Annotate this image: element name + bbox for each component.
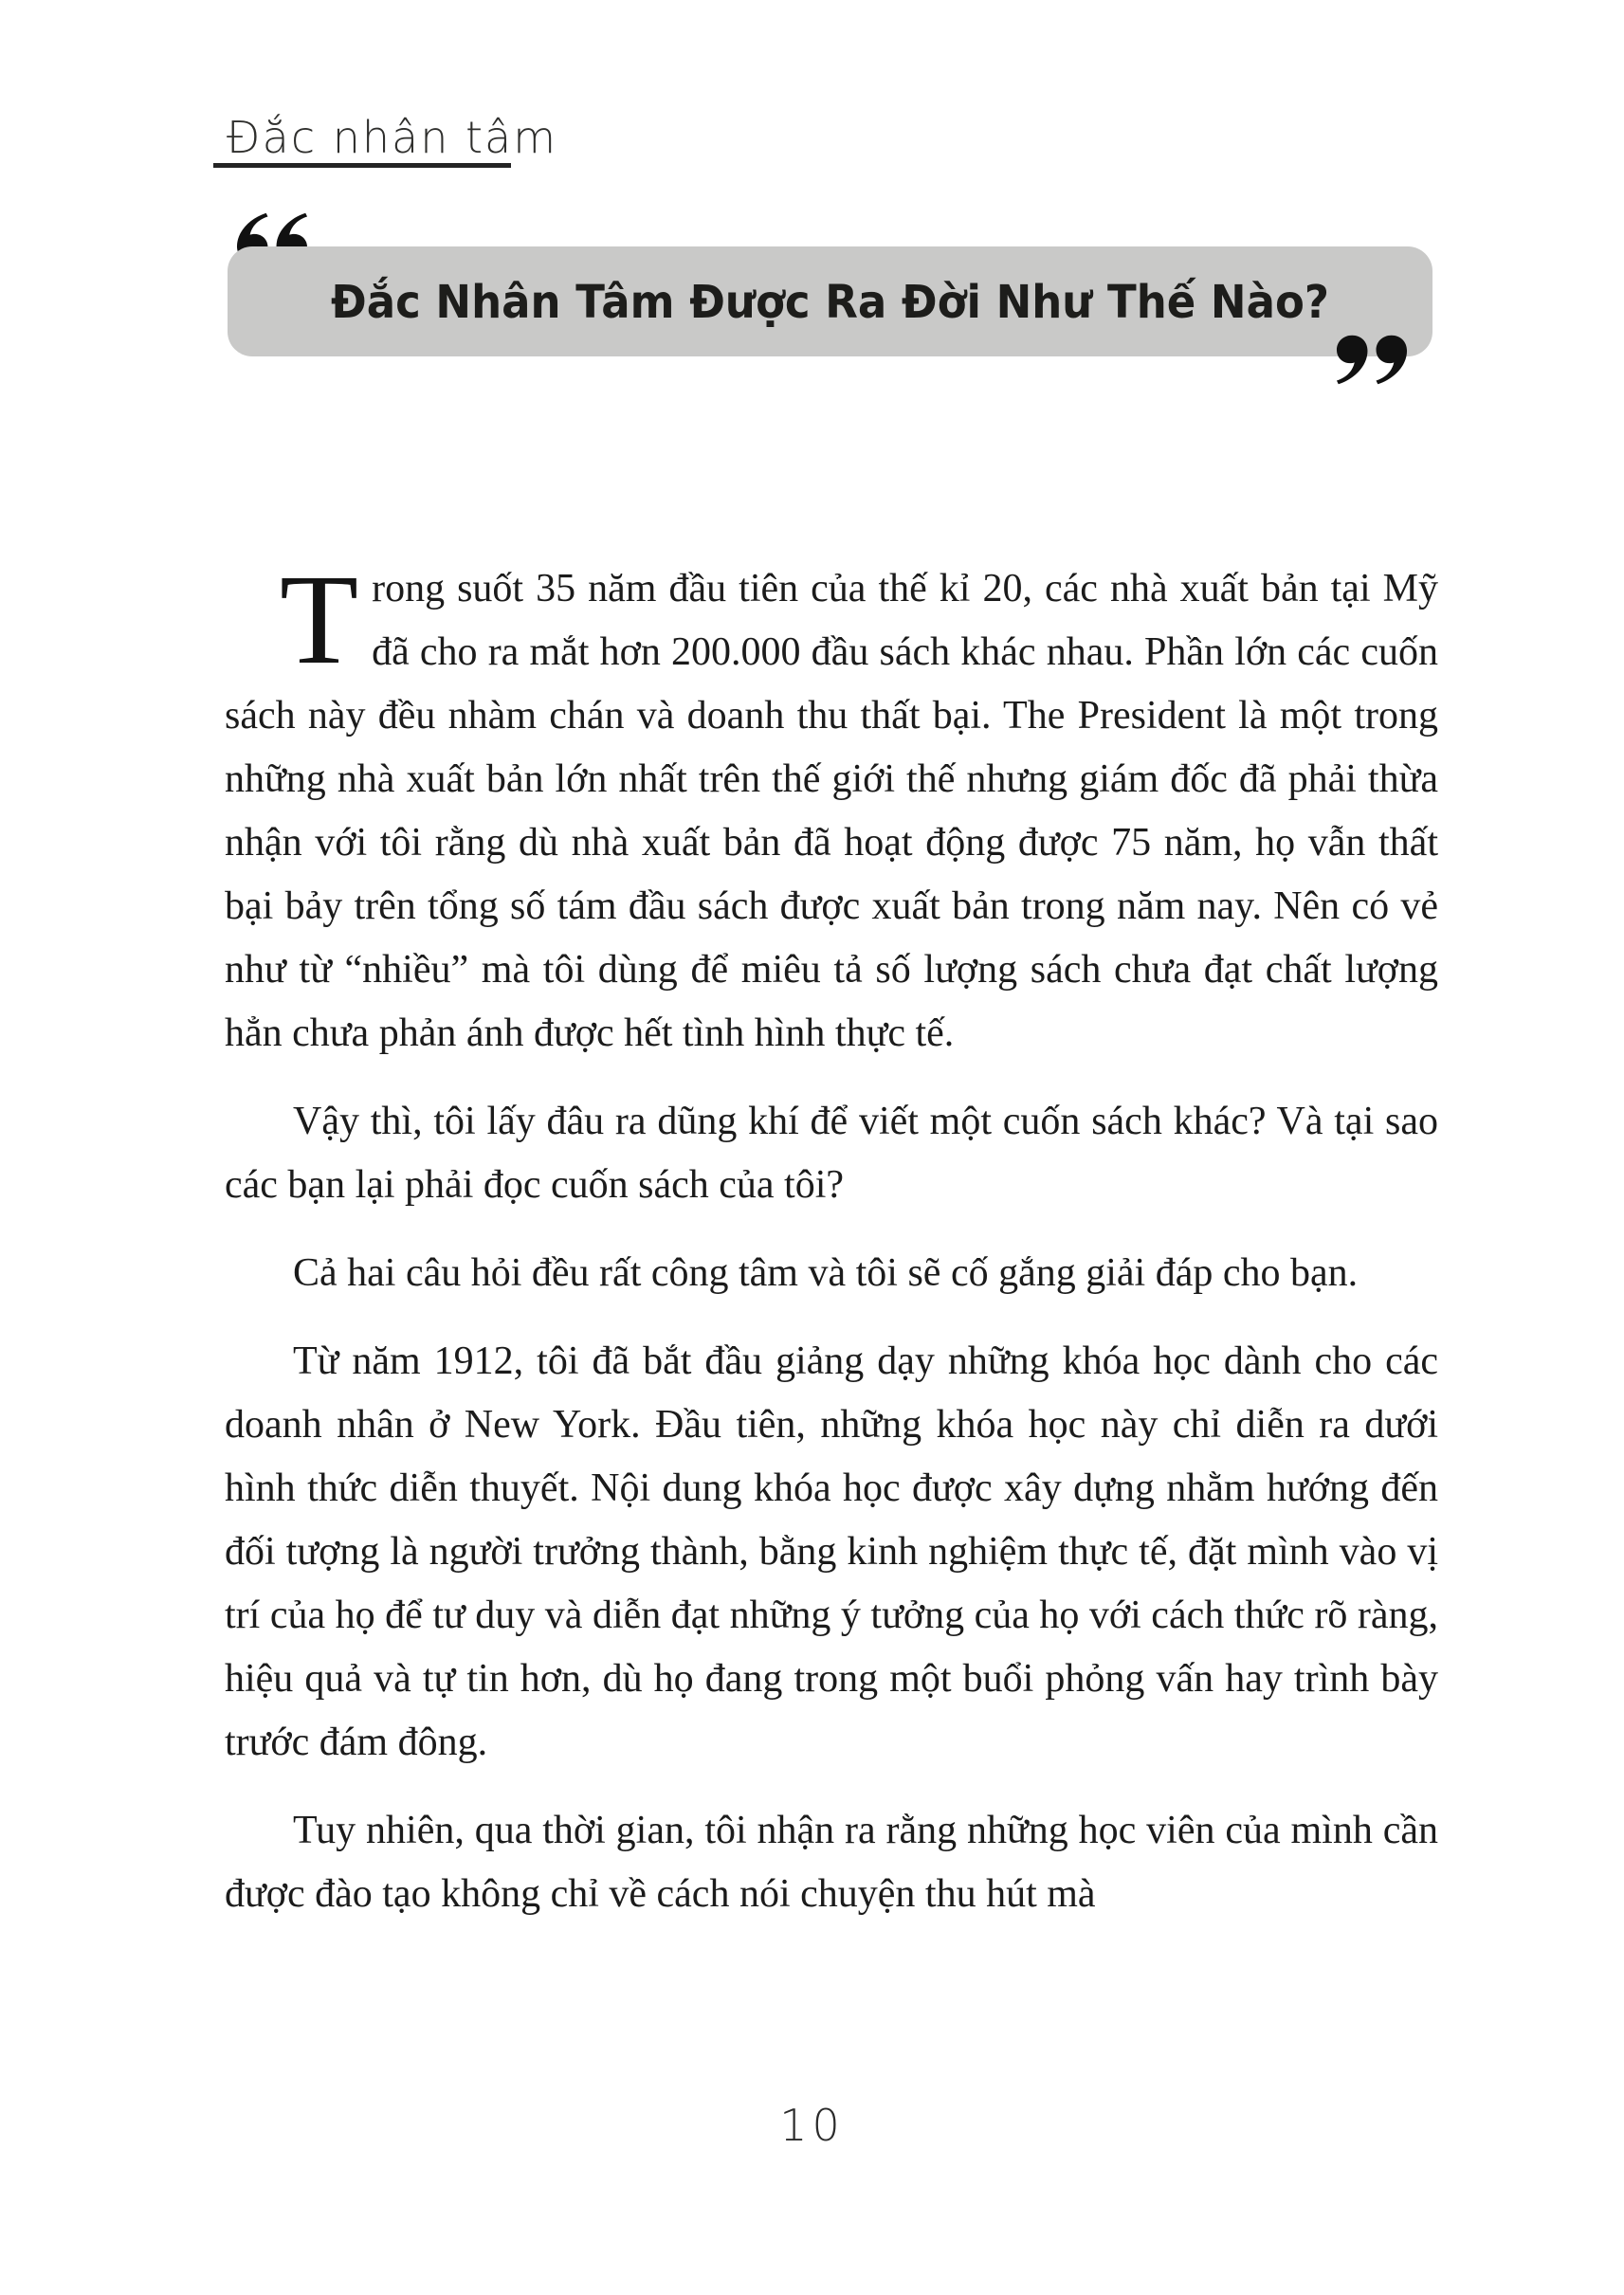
header-rule [213,163,511,168]
drop-cap: T [280,549,359,691]
paragraph [225,549,1438,1066]
close-quote-icon [1333,334,1411,387]
body-text [225,549,1438,1951]
chapter-title-box [228,246,1432,356]
running-header [227,112,557,163]
paragraph: Tuy nhiên, qua thời gian, tôi nhận ra rằng những học viên của mình cần được đào tạo không chỉ về cách nói chuyện thu hút mà [225,1809,1438,1916]
paragraph: Cả hai câu hỏi đều rất công tâm và tôi sẽ cố gắng giải đáp cho bạn. [293,1251,1359,1295]
page-number: 10 [779,2100,845,2151]
paragraph: Vậy thì, tôi lấy đâu ra dũng khí để viết một cuốn sách khác? Và tại sao các bạn lại phải đọc cuốn sách của tôi? [225,1100,1438,1207]
paragraph: Từ năm 1912, tôi đã bắt đầu giảng dạy những khóa học dành cho các doanh nhân ở New York. Đầu tiên, những khóa học này chỉ diễn ra dưới hình thức diễn thuyết. Nội dung khóa học được xây dựng nhằm hướng đến đối tượng là người trưởng thành, bằng kinh nghiệm thực tế, đặt mình vào vị trí của họ để tư duy và diễn đạt những ý tưởng của họ với cách thức rõ ràng, hiệu quả và tự tin hơn, dù họ đang trong một buổi phỏng vấn hay trình bày trước đám đông. [225,1339,1438,1764]
paragraph-text: rong suốt 35 năm đầu tiên của thế kỉ 20, các nhà xuất bản tại Mỹ đã cho ra mắt hơn 200.000 đầu sách khác nhau. Phần lớn các cuốn sách này đều nhàm chán và doanh thu thất bại. The President là một trong những nhà xuất bản lớn nhất trên thế giới thế nhưng giám đốc đã phải thừa nhận với tôi rằng dù nhà xuất bản đã hoạt động được 75 năm, họ vẫn thất bại bảy trên tổng số tám đầu sách được xuất bản trong năm nay. Nên có vẻ như từ “nhiều” mà tôi dùng để miêu tả số lượng sách chưa đạt chất lượng hẳn chưa phản ánh được hết tình hình thực tế. [225,567,1438,1055]
chapter-title: Đắc Nhân Tâm Được Ra Đời Như Thế Nào? [331,274,1329,329]
running-header-text: Đắc nhân tâm [227,112,558,163]
